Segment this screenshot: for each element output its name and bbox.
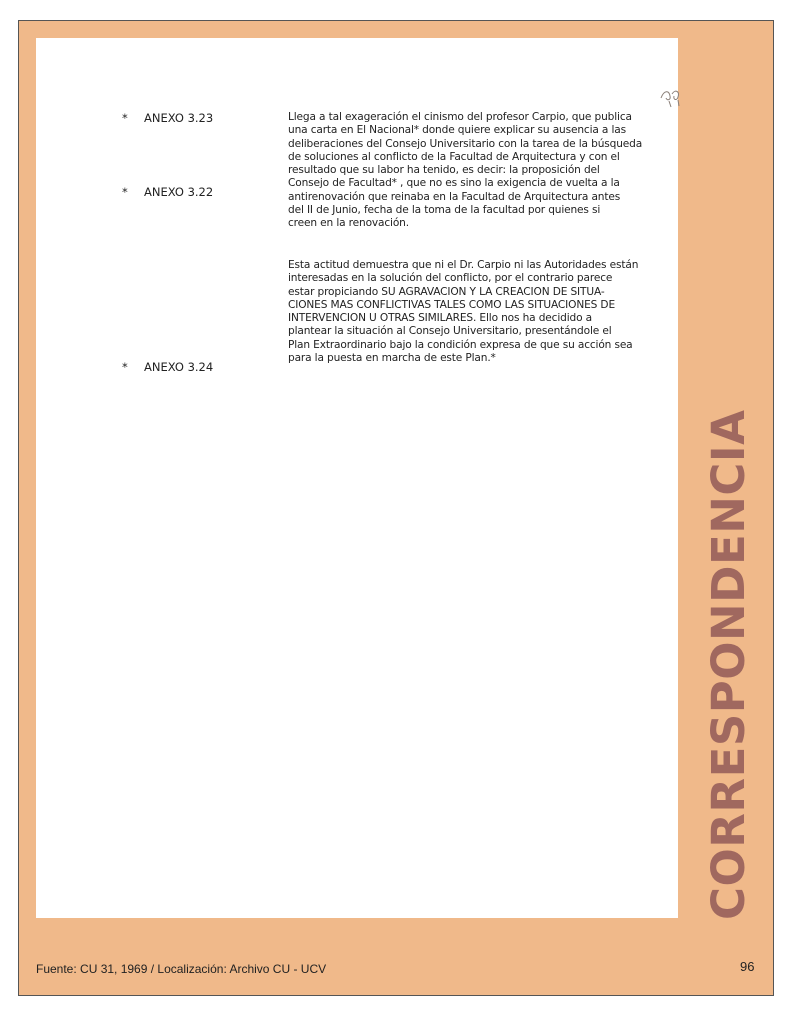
paragraph-2 — [288, 259, 668, 365]
annex-3-24: * ANEXO 3.24 — [122, 360, 214, 374]
text-line: Plan Extraordinario bajo la condición expresa de que su acción sea — [288, 338, 633, 351]
text-line: una carta en El Nacional* donde quiere explicar su ausencia a las — [288, 124, 626, 137]
section-title-vertical: CORRESPONDENCIA — [702, 409, 755, 920]
annex-3-22: * ANEXO 3.22 — [122, 185, 214, 199]
text-line: plantear la situación al Consejo Universitario, presentándole el — [288, 325, 612, 338]
page-number: 96 — [740, 959, 755, 974]
text-line: Llega a tal exageración el cinismo del profesor Carpio, que publica — [288, 111, 632, 123]
text-line: CIONES MAS CONFLICTIVAS TALES COMO LAS SITUACIONES DE — [288, 298, 615, 311]
text-line: resultado que su labor ha tenido, es decir: la proposición del — [288, 164, 600, 177]
text-line: antirenovación que reinaba en la Facultad de Arquitectura antes — [288, 190, 621, 203]
paragraph-1 — [288, 111, 668, 231]
text-line: estar propiciando SU AGRAVACION Y LA CREACION DE SITUA- — [288, 285, 605, 298]
text-line: para la puesta en marcha de este Plan.* — [288, 352, 496, 365]
footer-source: Fuente: CU 31, 1969 / Localización: Archivo CU - UCV — [36, 962, 327, 976]
text-line: del II de Junio, fecha de la toma de la facultad por quienes si — [288, 204, 601, 217]
text-line: de soluciones al conflicto de la Facultad de Arquitectura y con el — [288, 150, 620, 163]
text-line: INTERVENCION U OTRAS SIMILARES. Ello nos ha decidido a — [288, 312, 592, 325]
text-line: interesadas en la solución del conflicto, por el contrario parece — [288, 272, 613, 285]
text-line: deliberaciones del Consejo Universitario con la tarea de la búsqueda — [288, 137, 643, 150]
handwritten-mark-icon — [658, 86, 684, 108]
text-line: Esta actitud demuestra que ni el Dr. Carpio ni las Autoridades están — [288, 259, 639, 271]
text-line: creen en la renovación. — [288, 217, 409, 230]
text-line: Consejo de Facultad* , que no es sino la exigencia de vuelta a la — [288, 177, 620, 190]
annex-3-23: * ANEXO 3.23 — [122, 111, 214, 125]
